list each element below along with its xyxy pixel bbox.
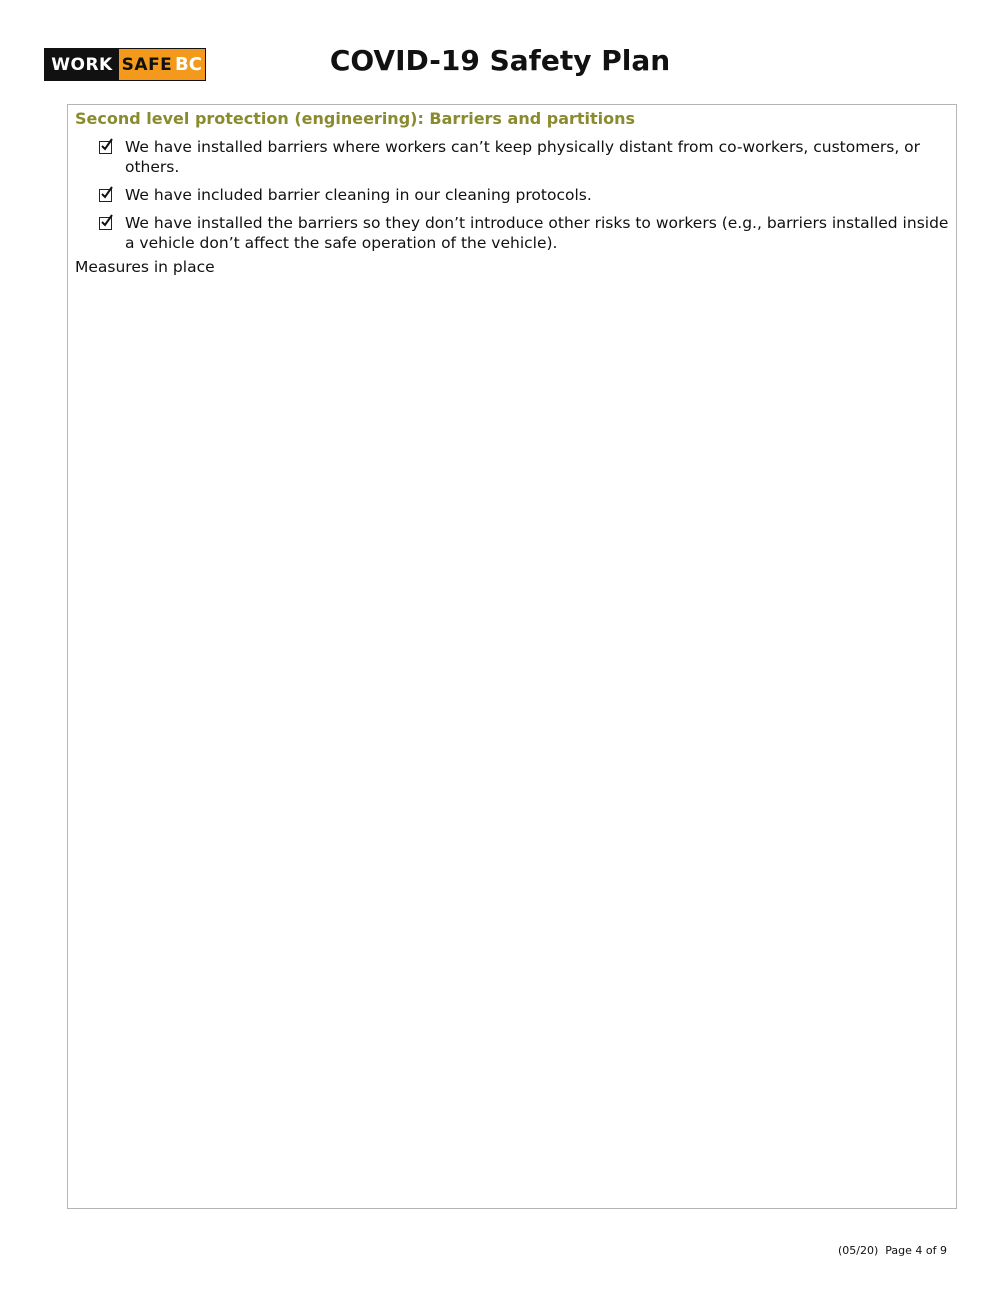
checklist-item-1 <box>75 137 949 177</box>
checklist <box>75 137 949 253</box>
checkbox-checked-icon[interactable] <box>99 141 112 154</box>
measures-in-place-label: Measures in place <box>75 258 215 276</box>
checkbox-checked-icon[interactable] <box>99 217 112 230</box>
logo-bc-text: BC <box>175 49 205 80</box>
checklist-item-text: We have installed barriers where workers can’t keep physically distant from co-workers, customers, or others. <box>125 138 921 176</box>
checklist-item-3 <box>75 213 949 253</box>
page-footer <box>838 1244 947 1257</box>
section-heading: Second level protection (engineering): Barriers and partitions <box>75 109 636 128</box>
barriers-section-panel <box>67 104 957 1209</box>
checklist-item-text: We have installed the barriers so they don’t introduce other risks to workers (e.g., barriers installed inside a vehicle don’t affect the safe operation of the vehicle). <box>125 214 949 252</box>
checklist-item-text: We have included barrier cleaning in our cleaning protocols. <box>125 186 592 204</box>
checkbox-checked-icon[interactable] <box>99 189 112 202</box>
page-number: Page 4 of 9 <box>885 1244 947 1257</box>
page-title: COVID-19 Safety Plan <box>329 44 671 77</box>
checklist-item-2 <box>75 185 949 205</box>
logo-safe-text: SAFE <box>119 49 175 80</box>
logo-work-text: WORK <box>45 49 119 80</box>
revision-date: (05/20) <box>837 1244 879 1257</box>
